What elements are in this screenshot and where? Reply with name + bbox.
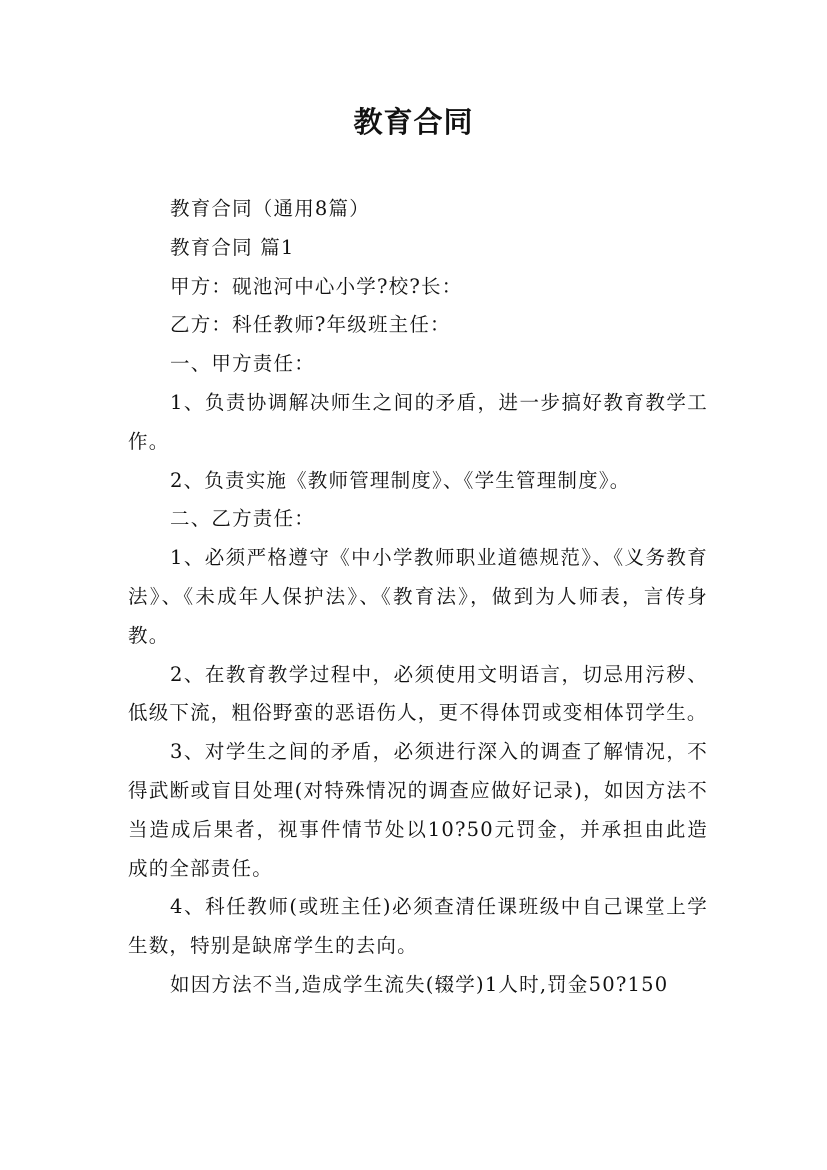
paragraph-penalty-note: 如因方法不当,造成学生流失(辍学)1人时,罚金50?150 — [170, 972, 669, 996]
document-title: 教育合同 — [353, 105, 474, 139]
paragraph-section-label: 教育合同 篇1 — [170, 235, 295, 259]
document-body — [128, 190, 708, 1005]
paragraph-party-a-duties-heading: 一、甲方责任： — [170, 352, 315, 376]
paragraph-party-b-duty-4: 4、科任教师(或班主任)必须查清任课班级中自己课堂上学生数，特别是缺席学生的去向。 — [128, 895, 708, 958]
paragraph-party-a: 甲方：砚池河中心小学?校?长： — [170, 274, 463, 298]
paragraph-party-b-duties-heading: 二、乙方责任： — [170, 507, 315, 531]
paragraph-party-b-duty-2: 2、在教育教学过程中，必须使用文明语言，切忌用污秽、低级下流，粗俗野蛮的恶语伤人，更不得体罚或变相体罚学生。 — [128, 662, 708, 725]
paragraph-party-a-duty-1: 1、负责协调解决师生之间的矛盾，进一步搞好教育教学工作。 — [128, 390, 708, 453]
paragraph-party-a-duty-2: 2、负责实施《教师管理制度》、《学生管理制度》。 — [170, 468, 631, 492]
paragraph-party-b-duty-1: 1、必须严格遵守《中小学教师职业道德规范》、《义务教育法》、《未成年人保护法》、《教育法》，做到为人师表，言传身教。 — [128, 546, 708, 647]
paragraph-party-b-duty-3: 3、对学生之间的矛盾，必须进行深入的调查了解情况，不得武断或盲目处理(对特殊情况的调查应做好记录)，如因方法不当造成后果者，视事件情节处以10?50元罚金，并承担由此造成的全部责任。 — [128, 740, 708, 880]
paragraph-heading: 教育合同（通用8篇） — [170, 197, 370, 220]
paragraph-party-b: 乙方：科任教师?年级班主任： — [170, 313, 451, 337]
